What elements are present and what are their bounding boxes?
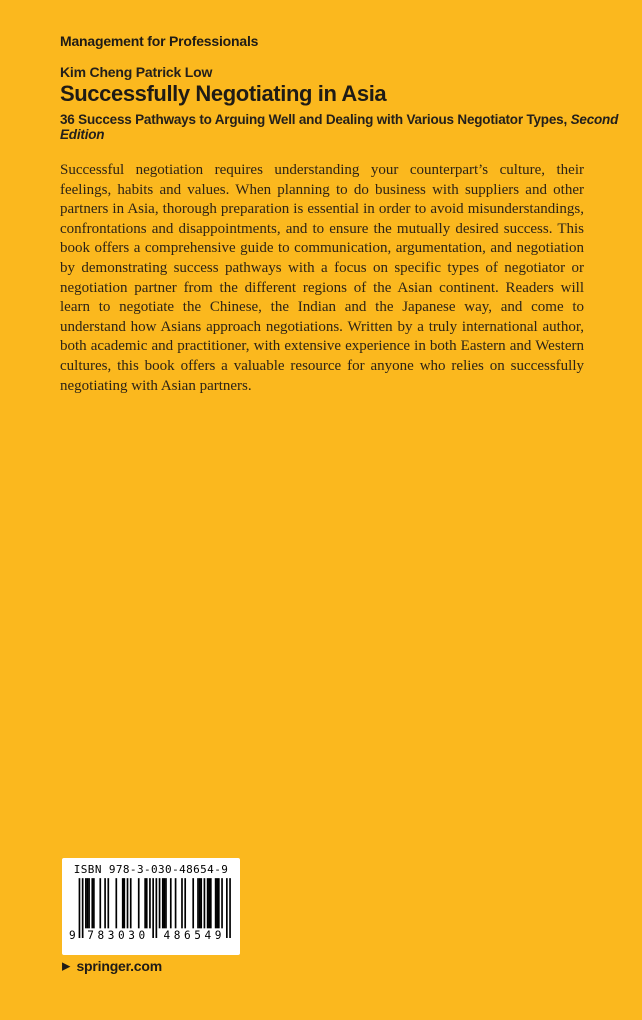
book-title: Successfully Negotiating in Asia [60, 81, 387, 106]
author-name: Kim Cheng Patrick Low [60, 64, 213, 80]
isbn-barcode [62, 858, 240, 955]
book-description: Successful negotiation requires understanding your counterpart’s culture, their feelings, habits and values. When planning to do business with suppliers and other partners in Asia, thorough preparation is essential in order to avoid misunderstandings, confrontations and disappointments, and to ensure the mutually desired success. This book offers a comprehensive guide to communication, argumentation, and negotiation by demonstrating success pathways with a focus on specific types of negotiator or negotiation partner from the different regions of the Asian continent. Readers will learn to negotiate the Chinese, the Indian and the Japanese way, and come to understand how Asians approach negotiations. Written by a truly international author, both academic and practitioner, with extensive experience in both Eastern and Western cultures, this book offers a valuable resource for anyone who relies on successfully negotiating with Asian partners. [60, 162, 584, 394]
publisher-url: springer.com [76, 958, 162, 974]
publisher-footer [62, 958, 162, 974]
series-label: Management for Professionals [60, 33, 259, 49]
edition-text: Second Edition [60, 112, 619, 142]
isbn-label: ISBN 978-3-030-48654-9 [73, 863, 229, 876]
springer-arrow-icon: ▶ [62, 960, 71, 972]
svg-text:486549: 486549 [163, 928, 222, 942]
svg-text:9: 9 [68, 928, 76, 942]
subtitle-text: 36 Success Pathways to Arguing Well and Dealing with Various Negotiator Types, [60, 112, 571, 127]
svg-text:783030: 783030 [87, 928, 146, 942]
ean-barcode-icon [68, 878, 234, 942]
book-subtitle [60, 112, 642, 142]
